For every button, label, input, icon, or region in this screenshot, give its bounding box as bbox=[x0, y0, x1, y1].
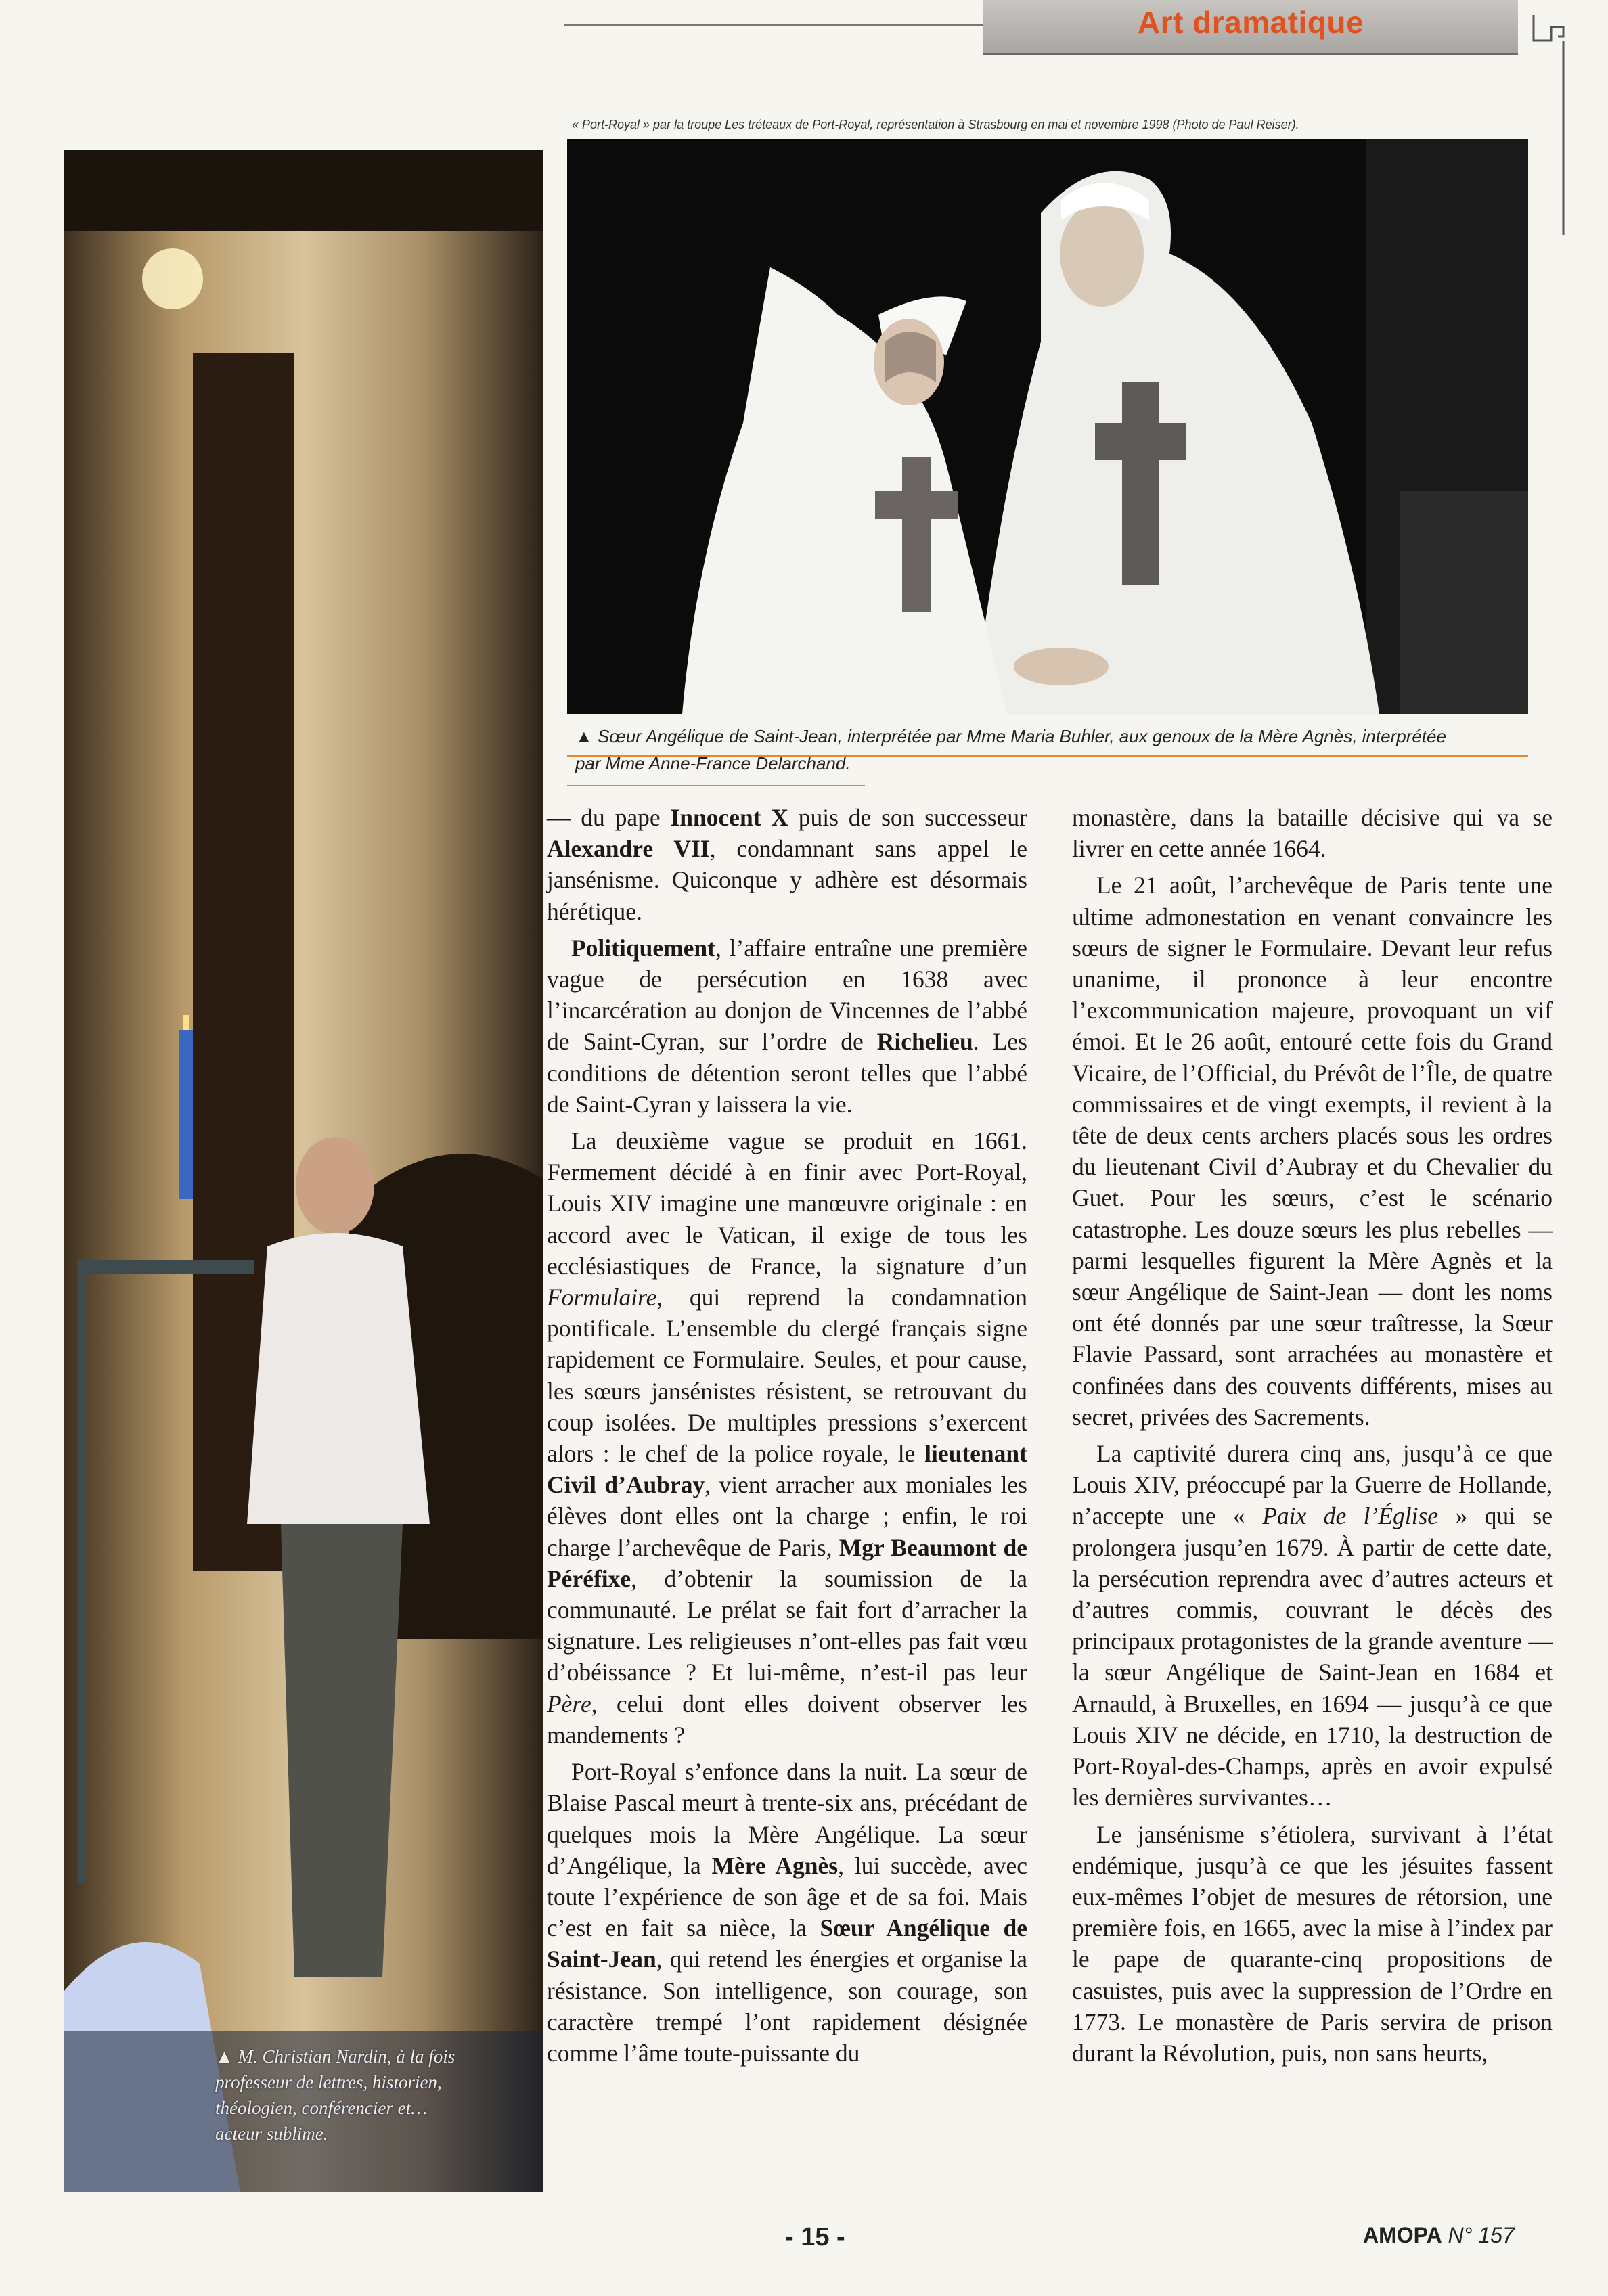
nardin-caption bbox=[215, 2044, 540, 2146]
christian-nardin-photo bbox=[64, 150, 543, 2192]
photo-credit-caption: « Port-Royal » par la troupe Les tréteaux de Port-Royal, représentation à Strasbourg en mai et novembre 1998 (Photo de Paul Reiser). bbox=[572, 118, 1299, 131]
caption-line-1: ▲ Sœur Angélique de Saint-Jean, interprétée par Mme Maria Buhler, aux genoux de la Mère Agnès, interprétée bbox=[575, 726, 1446, 746]
paragraph: monastère, dans la bataille décisive qui va se livrer en cette année 1664. bbox=[1072, 804, 1553, 863]
paragraph: Le jansénisme s’étiolera, survivant à l’état endémique, jusqu’à ce que les jésuites fassent eux-mêmes l’objet de mesures de rétorsion, une première fois, en 1665, avec la mise à l’index par le pape de quarante-cinq propositions de casuistes, puis avec la suppression de l’Ordre en 1773. Le monastère de Paris servira de prison durant la Révolution, puis, non sans heurts, bbox=[1072, 1820, 1553, 2067]
paragraph: La deuxième vague se produit en 1661. Fermement décidé à en finir avec Port-Royal, Louis XIV imagine une manœuvre originale : en accord avec le Vatican, il exige de tous les ecclésiastiques de France, la signature d’un Formulaire, qui reprend la condamnation pontificale. L’ensemble du clergé français signe rapidement ce Formulaire. Seules, et pour cause, les sœurs jansénistes résistent, se retrouvant du coup isolées. De multiples pressions s’exercent alors : le chef de la police royale, le lieutenant Civil d’Aubray, vient arracher aux moniales les élèves dont elles ont la charge ; enfin, le roi charge l’archevêque de Paris, Mgr Beaumont de Péréfixe, d’obtenir la soumission de la communauté. Le prélat se fait fort d’arracher la signature. Les religieuses n’ont-elles pas fait vœu d’obéissance ? Et lui-même, n’est-il pas leur Père, celui dont elles doivent observer les mandements ? bbox=[547, 1127, 1027, 1749]
header-rule bbox=[564, 24, 983, 26]
page-number: - 15 - bbox=[785, 2223, 845, 2251]
nardin-caption-line-2: professeur de lettres, historien, bbox=[215, 2072, 442, 2092]
nuns-photo-caption bbox=[567, 723, 1528, 789]
paragraph: Port-Royal s’enfonce dans la nuit. La sœur de Blaise Pascal meurt à trente-six ans, précédant de quelques mois la Mère Angélique. La sœur d’Angélique, la Mère Agnès, lui succède, avec toute l’expérience de son âge et de sa foi. Mais c’est en fait sa nièce, la Sœur Angélique de Saint-Jean, qui retend les énergies et organise la résistance. Son intelligence, son courage, son caractère trempé l’ont rapidement désignée comme l’âme toute-puissante du bbox=[547, 1758, 1027, 2067]
paragraph: Politiquement, l’affaire entraîne une première vague de persécution en 1638 avec l’incarcération au donjon de Vincennes de l’abbé de Saint-Cyran, sur l’ordre de Richelieu. Les conditions de détention seront telles que l’abbé de Saint-Cyran y laissera la vie. bbox=[547, 934, 1027, 1118]
article-column-1 bbox=[547, 802, 1027, 2074]
magazine-name: AMOPA bbox=[1363, 2223, 1442, 2247]
chapel-illustration bbox=[64, 150, 543, 2192]
issue-number: N° 157 bbox=[1448, 2223, 1515, 2247]
article-column-2 bbox=[1072, 802, 1553, 2074]
nardin-caption-line-1: ▲ M. Christian Nardin, à la fois bbox=[215, 2046, 455, 2067]
nardin-caption-line-3: théologien, conférencier et… bbox=[215, 2098, 428, 2118]
section-tab bbox=[983, 0, 1518, 55]
paragraph: — du pape Innocent X puis de son successeur Alexandre VII, condamnant sans appel le jansénisme. Quiconque y adhère est désormais hérétique. bbox=[547, 804, 1027, 925]
caption-line-2: par Mme Anne-France Delarchand. bbox=[575, 753, 851, 773]
paragraph: Le 21 août, l’archevêque de Paris tente une ultime admonestation en venant convaincre les sœurs de signer le Formulaire. Devant leur refus unanime, il prononce à leur encontre l’excommunication majeure, provoquant un vif émoi. Et le 26 août, entouré cette fois du Grand Vicaire, de l’Official, du Prévôt de l’Île, de quatre commissaires et de vingt exempts, il revient à la tête de deux cents archers placés sous les ordres du lieutenant Civil d’Aubray et du Chevalier du Guet. Pour les sœurs, c’est le scénario catastrophe. Les douze sœurs les plus rebelles — parmi lesquelles figurent la Mère Agnès et la sœur Angélique de Saint-Jean — dont les noms ont été donnés par une sœur traîtresse, la Sœur Flavie Passard, sont arrachées au monastère et confinées dans des couvents différents, mises au secret, privées des Sacrements. bbox=[1072, 872, 1553, 1431]
nuns-illustration bbox=[567, 139, 1528, 714]
nardin-caption-line-4: acteur sublime. bbox=[215, 2123, 328, 2144]
corner-ornament-icon bbox=[1531, 14, 1569, 237]
section-title: Art dramatique bbox=[1137, 5, 1364, 40]
magazine-issue bbox=[1363, 2223, 1515, 2248]
nuns-stage-photo bbox=[567, 139, 1528, 714]
paragraph: La captivité durera cinq ans, jusqu’à ce que Louis XIV, préoccupé par la Guerre de Hollande, n’accepte une « Paix de l’Église » qui se prolongera jusqu’en 1679. À partir de cette date, la persécution reprendra avec d’autres acteurs et d’autres commis, couvrant le décès des principaux protagonistes de la grande aventure — la sœur Angélique de Saint-Jean en 1684 et Arnauld, à Bruxelles, en 1694 — jusqu’à ce que Louis XIV ne décide, en 1710, la destruction de Port-Royal-des-Champs, après en avoir expulsé les dernières survivantes… bbox=[1072, 1440, 1553, 1811]
